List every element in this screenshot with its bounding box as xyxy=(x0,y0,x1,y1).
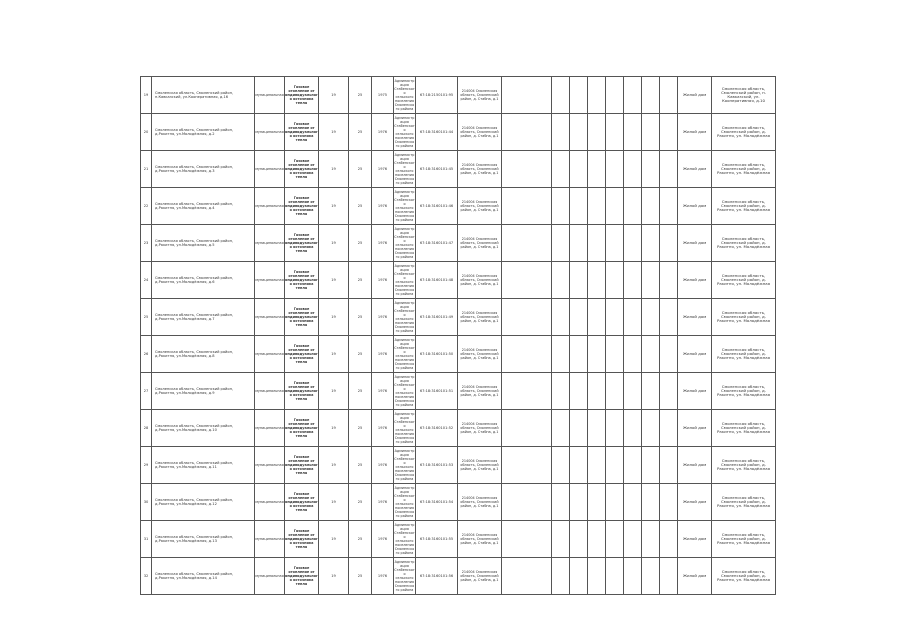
cell-year: 1976 xyxy=(372,484,394,521)
cell-empty xyxy=(570,188,588,225)
cell-empty xyxy=(642,447,660,484)
cell-owner: 214004 Смоленская область, Смоленский район, д. Стабна, д.1 xyxy=(458,336,502,373)
cell-n: 32 xyxy=(141,558,152,595)
cell-empty xyxy=(642,151,660,188)
cell-status: Жилой дом xyxy=(678,77,712,114)
cell-empty xyxy=(570,262,588,299)
table-row xyxy=(141,521,776,558)
table-row xyxy=(141,410,776,447)
cell-floors: 19 xyxy=(319,521,349,558)
cell-empty xyxy=(552,262,570,299)
cell-empty xyxy=(624,225,642,262)
cell-empty xyxy=(606,558,624,595)
cell-empty xyxy=(502,373,552,410)
cell-empty xyxy=(642,373,660,410)
cell-org: Администрация Стабенского сельского поселения Смоленского района xyxy=(394,558,416,595)
table-row xyxy=(141,299,776,336)
cell-floors: 19 xyxy=(319,77,349,114)
cell-empty xyxy=(642,484,660,521)
cell-cadastre: 67:18:3160101:56 xyxy=(416,558,458,595)
cell-empty xyxy=(624,410,642,447)
cell-floors: 19 xyxy=(319,299,349,336)
cell-empty xyxy=(570,299,588,336)
cell-empty xyxy=(552,373,570,410)
cell-floors: 19 xyxy=(319,188,349,225)
cell-manager: Смоленская область, Смоленский район, д. Ракитня, ул. Молодёжная xyxy=(712,558,776,595)
cell-cadastre: 67:18:3160101:47 xyxy=(416,225,458,262)
cell-n: 26 xyxy=(141,336,152,373)
cell-floors: 19 xyxy=(319,410,349,447)
cell-area: 25 xyxy=(349,262,372,299)
cell-empty xyxy=(660,299,678,336)
cell-empty xyxy=(502,188,552,225)
cell-owner: 214004 Смоленская область, Смоленский район, д. Стабна, д.1 xyxy=(458,558,502,595)
cell-org: Администрация Стабенского сельского поселения Смоленского района xyxy=(394,188,416,225)
cell-empty xyxy=(588,114,606,151)
cell-system: Газовое отопление от индивидуального источника тепла xyxy=(285,114,319,151)
cell-area: 25 xyxy=(349,77,372,114)
cell-status: Жилой дом xyxy=(678,521,712,558)
cell-n: 21 xyxy=(141,151,152,188)
register-body xyxy=(141,77,776,595)
cell-address: Смоленская область, Смоленский район, д.Ракитня, ул.Молодёжная, д.12 xyxy=(152,484,255,521)
cell-empty xyxy=(502,521,552,558)
cell-owner: 214004 Смоленская область, Смоленский район, д. Стабна, д.1 xyxy=(458,188,502,225)
cell-empty xyxy=(660,151,678,188)
cell-type: муниципальная xyxy=(255,447,285,484)
cell-org: Администрация Стабенского сельского поселения Смоленского района xyxy=(394,373,416,410)
table-row xyxy=(141,114,776,151)
cell-org: Администрация Стабенского сельского поселения Смоленского района xyxy=(394,77,416,114)
cell-floors: 19 xyxy=(319,484,349,521)
cell-address: Смоленская область, Смоленский район, д.Ракитня, ул.Молодёжная, д.8 xyxy=(152,336,255,373)
cell-empty xyxy=(606,225,624,262)
cell-empty xyxy=(660,225,678,262)
cell-empty xyxy=(552,484,570,521)
cell-owner: 214004 Смоленская область, Смоленский район, д. Стабна, д.1 xyxy=(458,114,502,151)
cell-empty xyxy=(606,77,624,114)
cell-org: Администрация Стабенского сельского поселения Смоленского района xyxy=(394,299,416,336)
cell-empty xyxy=(660,447,678,484)
cell-area: 25 xyxy=(349,410,372,447)
cell-empty xyxy=(588,262,606,299)
table-row xyxy=(141,225,776,262)
cell-empty xyxy=(660,373,678,410)
cell-area: 25 xyxy=(349,225,372,262)
cell-empty xyxy=(552,299,570,336)
cell-empty xyxy=(642,521,660,558)
cell-empty xyxy=(624,114,642,151)
cell-empty xyxy=(552,188,570,225)
cell-area: 25 xyxy=(349,484,372,521)
cell-cadastre: 67:18:3160101:55 xyxy=(416,521,458,558)
cell-owner: 214004 Смоленская область, Смоленский район, д. Стабна, д.1 xyxy=(458,225,502,262)
cell-empty xyxy=(502,151,552,188)
cell-floors: 19 xyxy=(319,558,349,595)
cell-empty xyxy=(502,262,552,299)
cell-year: 1976 xyxy=(372,410,394,447)
cell-manager: Смоленская область, Смоленский район, д. Ракитня, ул. Молодёжная xyxy=(712,484,776,521)
cell-type: муниципальная xyxy=(255,262,285,299)
table-row xyxy=(141,188,776,225)
cell-empty xyxy=(606,336,624,373)
cell-empty xyxy=(660,77,678,114)
table-row xyxy=(141,77,776,114)
cell-empty xyxy=(502,484,552,521)
cell-system: Газовое отопление от индивидуального источника тепла xyxy=(285,188,319,225)
cell-empty xyxy=(642,558,660,595)
cell-manager: Смоленская область, Смоленский район, д. Ракитня, ул. Молодёжная xyxy=(712,521,776,558)
cell-system: Газовое отопление от индивидуального источника тепла xyxy=(285,225,319,262)
cell-year: 1976 xyxy=(372,373,394,410)
cell-address: Смоленская область, Смоленский район, д.Ракитня, ул.Молодёжная, д.6 xyxy=(152,262,255,299)
cell-empty xyxy=(660,521,678,558)
cell-floors: 19 xyxy=(319,114,349,151)
cell-status: Жилой дом xyxy=(678,410,712,447)
cell-n: 19 xyxy=(141,77,152,114)
cell-cadastre: 67:18:3160101:51 xyxy=(416,373,458,410)
cell-empty xyxy=(552,114,570,151)
cell-empty xyxy=(642,336,660,373)
cell-status: Жилой дом xyxy=(678,299,712,336)
cell-system: Газовое отопление от индивидуального источника тепла xyxy=(285,77,319,114)
cell-empty xyxy=(588,77,606,114)
cell-empty xyxy=(502,299,552,336)
cell-system: Газовое отопление от индивидуального источника тепла xyxy=(285,262,319,299)
cell-empty xyxy=(606,188,624,225)
cell-system: Газовое отопление от индивидуального источника тепла xyxy=(285,447,319,484)
cell-owner: 214004 Смоленская область, Смоленский район, д. Стабна, д.1 xyxy=(458,373,502,410)
cell-empty xyxy=(570,336,588,373)
cell-address: Смоленская область, Смоленский район, п.Кавказский, ул.Кооперативная, д.16 xyxy=(152,77,255,114)
cell-type: муниципальная xyxy=(255,410,285,447)
cell-year: 1976 xyxy=(372,188,394,225)
cell-cadastre: 67:18:3160101:53 xyxy=(416,447,458,484)
cell-year: 1976 xyxy=(372,262,394,299)
cell-org: Администрация Стабенского сельского поселения Смоленского района xyxy=(394,225,416,262)
cell-cadastre: 67:18:2150101:95 xyxy=(416,77,458,114)
cell-empty xyxy=(606,299,624,336)
cell-system: Газовое отопление от индивидуального источника тепла xyxy=(285,558,319,595)
cell-empty xyxy=(624,336,642,373)
cell-status: Жилой дом xyxy=(678,484,712,521)
cell-status: Жилой дом xyxy=(678,336,712,373)
cell-status: Жилой дом xyxy=(678,114,712,151)
cell-empty xyxy=(552,77,570,114)
cell-n: 29 xyxy=(141,447,152,484)
cell-status: Жилой дом xyxy=(678,447,712,484)
cell-empty xyxy=(642,188,660,225)
cell-area: 25 xyxy=(349,521,372,558)
cell-system: Газовое отопление от индивидуального источника тепла xyxy=(285,299,319,336)
cell-year: 1976 xyxy=(372,521,394,558)
cell-empty xyxy=(588,410,606,447)
cell-status: Жилой дом xyxy=(678,151,712,188)
cell-owner: 214004 Смоленская область, Смоленский район, д. Стабна, д.1 xyxy=(458,521,502,558)
cell-area: 25 xyxy=(349,558,372,595)
cell-status: Жилой дом xyxy=(678,262,712,299)
cell-empty xyxy=(642,299,660,336)
cell-type: муниципальная xyxy=(255,558,285,595)
cell-empty xyxy=(606,410,624,447)
cell-manager: Смоленская область, Смоленский район, д. Ракитня, ул. Молодёжная xyxy=(712,447,776,484)
cell-address: Смоленская область, Смоленский район, д.Ракитня, ул.Молодёжная, д.14 xyxy=(152,558,255,595)
cell-empty xyxy=(642,262,660,299)
cell-manager: Смоленская область, Смоленский район, д. Ракитня, ул. Молодёжная xyxy=(712,262,776,299)
cell-org: Администрация Стабенского сельского поселения Смоленского района xyxy=(394,447,416,484)
cell-empty xyxy=(624,521,642,558)
cell-org: Администрация Стабенского сельского поселения Смоленского района xyxy=(394,114,416,151)
cell-empty xyxy=(624,77,642,114)
cell-empty xyxy=(606,151,624,188)
cell-manager: Смоленская область, Смоленский район, д. Ракитня, ул. Молодёжная xyxy=(712,299,776,336)
cell-empty xyxy=(624,188,642,225)
cell-address: Смоленская область, Смоленский район, д.Ракитня, ул.Молодёжная, д.7 xyxy=(152,299,255,336)
cell-empty xyxy=(552,558,570,595)
cell-manager: Смоленская область, Смоленский район, д. Ракитня, ул. Молодёжная xyxy=(712,373,776,410)
cell-area: 25 xyxy=(349,114,372,151)
cell-area: 25 xyxy=(349,151,372,188)
table-row xyxy=(141,373,776,410)
cell-type: муниципальная xyxy=(255,225,285,262)
cell-owner: 214004 Смоленская область, Смоленский район, д. Стабна, д.1 xyxy=(458,299,502,336)
cell-empty xyxy=(642,77,660,114)
cell-address: Смоленская область, Смоленский район, д.Ракитня, ул.Молодёжная, д.9 xyxy=(152,373,255,410)
cell-empty xyxy=(624,558,642,595)
cell-type: муниципальная xyxy=(255,484,285,521)
cell-area: 25 xyxy=(349,336,372,373)
cell-n: 24 xyxy=(141,262,152,299)
table-row xyxy=(141,484,776,521)
cell-type: муниципальная xyxy=(255,114,285,151)
cell-manager: Смоленская область, Смоленский район, д. Ракитня, ул. Молодёжная xyxy=(712,188,776,225)
cell-year: 1976 xyxy=(372,299,394,336)
cell-owner: 214004 Смоленская область, Смоленский район, д. Стабна, д.1 xyxy=(458,447,502,484)
cell-n: 25 xyxy=(141,299,152,336)
cell-type: муниципальная xyxy=(255,373,285,410)
cell-address: Смоленская область, Смоленский район, д.Ракитня, ул.Молодёжная, д.11 xyxy=(152,447,255,484)
cell-status: Жилой дом xyxy=(678,558,712,595)
cell-floors: 19 xyxy=(319,373,349,410)
cell-empty xyxy=(552,521,570,558)
cell-empty xyxy=(570,373,588,410)
cell-empty xyxy=(660,262,678,299)
cell-n: 20 xyxy=(141,114,152,151)
cell-n: 28 xyxy=(141,410,152,447)
cell-empty xyxy=(624,299,642,336)
cell-owner: 214004 Смоленская область, Смоленский район, д. Стабна, д.1 xyxy=(458,77,502,114)
cell-owner: 214004 Смоленская область, Смоленский район, д. Стабна, д.1 xyxy=(458,484,502,521)
cell-empty xyxy=(502,114,552,151)
cell-address: Смоленская область, Смоленский район, д.Ракитня, ул.Молодёжная, д.5 xyxy=(152,225,255,262)
cell-address: Смоленская область, Смоленский район, д.Ракитня, ул.Молодёжная, д.2 xyxy=(152,114,255,151)
cell-empty xyxy=(570,410,588,447)
cell-type: муниципальная xyxy=(255,188,285,225)
cell-floors: 19 xyxy=(319,336,349,373)
cell-n: 23 xyxy=(141,225,152,262)
cell-n: 30 xyxy=(141,484,152,521)
cell-floors: 19 xyxy=(319,447,349,484)
cell-manager: Смоленская область, Смоленский район, д. Ракитня, ул. Молодёжная xyxy=(712,114,776,151)
cell-system: Газовое отопление от индивидуального источника тепла xyxy=(285,484,319,521)
cell-status: Жилой дом xyxy=(678,188,712,225)
cell-status: Жилой дом xyxy=(678,373,712,410)
cell-empty xyxy=(502,447,552,484)
cell-empty xyxy=(606,373,624,410)
cell-owner: 214004 Смоленская область, Смоленский район, д. Стабна, д.1 xyxy=(458,262,502,299)
cell-empty xyxy=(660,410,678,447)
cell-address: Смоленская область, Смоленский район, д.Ракитня, ул.Молодёжная, д.13 xyxy=(152,521,255,558)
cell-empty xyxy=(642,114,660,151)
cell-empty xyxy=(588,188,606,225)
cell-empty xyxy=(588,299,606,336)
cell-type: муниципальная xyxy=(255,77,285,114)
cell-n: 22 xyxy=(141,188,152,225)
cell-empty xyxy=(624,373,642,410)
cell-manager: Смоленская область, Смоленский район, д. Ракитня, ул. Молодёжная xyxy=(712,336,776,373)
cell-system: Газовое отопление от индивидуального источника тепла xyxy=(285,521,319,558)
cell-empty xyxy=(570,558,588,595)
cell-empty xyxy=(588,521,606,558)
cell-cadastre: 67:18:3160101:45 xyxy=(416,151,458,188)
cell-empty xyxy=(606,484,624,521)
cell-address: Смоленская область, Смоленский район, д.Ракитня, ул.Молодёжная, д.10 xyxy=(152,410,255,447)
cell-address: Смоленская область, Смоленский район, д.Ракитня, ул.Молодёжная, д.4 xyxy=(152,188,255,225)
cell-year: 1976 xyxy=(372,114,394,151)
cell-area: 25 xyxy=(349,447,372,484)
register-table xyxy=(140,76,776,595)
cell-empty xyxy=(588,336,606,373)
cell-year: 1976 xyxy=(372,447,394,484)
cell-empty xyxy=(660,558,678,595)
cell-cadastre: 67:18:3160101:46 xyxy=(416,188,458,225)
cell-system: Газовое отопление от индивидуального источника тепла xyxy=(285,151,319,188)
cell-empty xyxy=(588,447,606,484)
table-row xyxy=(141,262,776,299)
table-row xyxy=(141,336,776,373)
cell-empty xyxy=(588,373,606,410)
cell-area: 25 xyxy=(349,188,372,225)
cell-n: 27 xyxy=(141,373,152,410)
table-row xyxy=(141,558,776,595)
cell-empty xyxy=(660,484,678,521)
cell-empty xyxy=(606,114,624,151)
cell-year: 1976 xyxy=(372,225,394,262)
cell-area: 25 xyxy=(349,373,372,410)
cell-empty xyxy=(588,151,606,188)
cell-empty xyxy=(624,151,642,188)
cell-empty xyxy=(570,484,588,521)
cell-cadastre: 67:18:3160101:54 xyxy=(416,484,458,521)
cell-org: Администрация Стабенского сельского поселения Смоленского района xyxy=(394,151,416,188)
cell-empty xyxy=(502,77,552,114)
table-row xyxy=(141,151,776,188)
cell-n: 31 xyxy=(141,521,152,558)
cell-empty xyxy=(588,484,606,521)
cell-empty xyxy=(552,225,570,262)
cell-type: муниципальная xyxy=(255,336,285,373)
cell-org: Администрация Стабенского сельского поселения Смоленского района xyxy=(394,521,416,558)
cell-empty xyxy=(570,447,588,484)
cell-empty xyxy=(624,262,642,299)
cell-floors: 19 xyxy=(319,151,349,188)
cell-empty xyxy=(660,114,678,151)
cell-org: Администрация Стабенского сельского поселения Смоленского района xyxy=(394,262,416,299)
cell-empty xyxy=(552,410,570,447)
cell-empty xyxy=(606,521,624,558)
cell-empty xyxy=(570,151,588,188)
cell-year: 1975 xyxy=(372,77,394,114)
cell-owner: 214004 Смоленская область, Смоленский район, д. Стабна, д.1 xyxy=(458,151,502,188)
cell-type: муниципальная xyxy=(255,151,285,188)
cell-empty xyxy=(624,447,642,484)
cell-year: 1976 xyxy=(372,336,394,373)
cell-area: 25 xyxy=(349,299,372,336)
cell-empty xyxy=(660,188,678,225)
cell-empty xyxy=(502,410,552,447)
cell-empty xyxy=(502,225,552,262)
cell-type: муниципальная xyxy=(255,299,285,336)
cell-empty xyxy=(642,410,660,447)
cell-org: Администрация Стабенского сельского поселения Смоленского района xyxy=(394,484,416,521)
cell-system: Газовое отопление от индивидуального источника тепла xyxy=(285,410,319,447)
cell-empty xyxy=(552,151,570,188)
cell-empty xyxy=(606,447,624,484)
cell-address: Смоленская область, Смоленский район, д.Ракитня, ул.Молодёжная, д.3 xyxy=(152,151,255,188)
cell-empty xyxy=(606,262,624,299)
cell-manager: Смоленская область, Смоленский район, д. Ракитня, ул. Молодёжная xyxy=(712,410,776,447)
cell-year: 1976 xyxy=(372,558,394,595)
cell-empty xyxy=(642,225,660,262)
cell-empty xyxy=(502,558,552,595)
cell-manager: Смоленская область, Смоленский район, д. Ракитня, ул. Молодёжная xyxy=(712,225,776,262)
cell-empty xyxy=(570,77,588,114)
cell-system: Газовое отопление от индивидуального источника тепла xyxy=(285,336,319,373)
cell-empty xyxy=(552,336,570,373)
cell-system: Газовое отопление от индивидуального источника тепла xyxy=(285,373,319,410)
cell-cadastre: 67:18:3160101:52 xyxy=(416,410,458,447)
cell-org: Администрация Стабенского сельского поселения Смоленского района xyxy=(394,410,416,447)
cell-org: Администрация Стабенского сельского поселения Смоленского района xyxy=(394,336,416,373)
cell-empty xyxy=(570,225,588,262)
cell-floors: 19 xyxy=(319,225,349,262)
cell-empty xyxy=(660,336,678,373)
table-row xyxy=(141,447,776,484)
cell-manager: Смоленская область, Смоленский район, п. Кавказский, ул. Кооперативная, д.10 xyxy=(712,77,776,114)
cell-cadastre: 67:18:3160101:49 xyxy=(416,299,458,336)
cell-empty xyxy=(624,484,642,521)
cell-status: Жилой дом xyxy=(678,225,712,262)
cell-cadastre: 67:18:3160101:50 xyxy=(416,336,458,373)
cell-year: 1976 xyxy=(372,151,394,188)
cell-type: муниципальная xyxy=(255,521,285,558)
cell-empty xyxy=(588,558,606,595)
cell-empty xyxy=(588,225,606,262)
cell-empty xyxy=(552,447,570,484)
cell-cadastre: 67:18:3160101:48 xyxy=(416,262,458,299)
cell-empty xyxy=(570,114,588,151)
cell-owner: 214004 Смоленская область, Смоленский район, д. Стабна, д.1 xyxy=(458,410,502,447)
cell-floors: 19 xyxy=(319,262,349,299)
cell-manager: Смоленская область, Смоленский район, д. Ракитня, ул. Молодёжная xyxy=(712,151,776,188)
cell-empty xyxy=(502,336,552,373)
cell-cadastre: 67:18:3160101:44 xyxy=(416,114,458,151)
cell-empty xyxy=(570,521,588,558)
